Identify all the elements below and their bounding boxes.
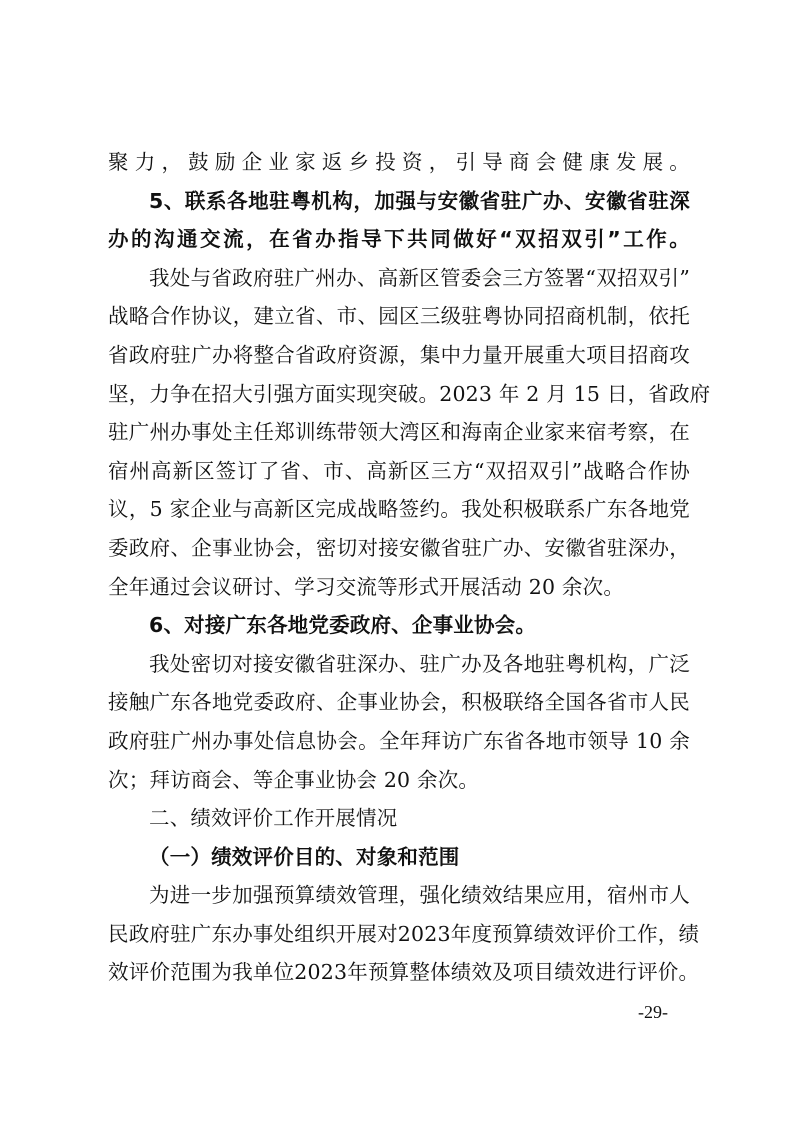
subsection-heading: （一）绩效评价目的、对象和范围 [149,844,460,869]
paragraph-line: 驻广州办事处主任郑训练带领大湾区和海南企业家来宿考察，在 [108,420,690,445]
paragraph-line: 次；拜访商会、等企事业协会 20 余次。 [108,767,480,792]
paragraph-line: 为进一步加强预算绩效管理，强化绩效结果应用，宿州市人 [149,883,690,908]
paragraph-line: 我处密切对接安徽省驻深办、驻广办及各地驻粤机构，广泛 [149,651,690,676]
paragraph-line: 坚，力争在招大引强方面实现突破。2023 年 2 月 15 日，省政府 [108,381,711,406]
paragraph-line: 宿州高新区签订了省、市、高新区三方“双招双引”战略合作协 [108,458,690,483]
section-heading-6: 6、对接广东各地党委政府、企事业协会。 [149,613,537,638]
page-number: -29- [638,1002,668,1022]
paragraph-line: 省政府驻广办将整合省政府资源，集中力量开展重大项目招商攻 [108,342,690,367]
paragraph-line: 民政府驻广东办事处组织开展对2023年度预算绩效评价工作，绩 [108,921,700,946]
paragraph-line: 战略合作协议，建立省、市、园区三级驻粤协同招商机制，依托 [108,304,690,329]
paragraph-line: 全年通过会议研讨、学习交流等形式开展活动 20 余次。 [108,574,625,599]
paragraph-line: 我处与省政府驻广州办、高新区管委会三方签署“双招双引” [149,265,690,290]
paragraph-line: 议，5 家企业与高新区完成战略签约。我处积极联系广东各地党 [108,497,690,522]
section-heading-5: 5、联系各地驻粤机构，加强与安徽省驻广办、安徽省驻深 [149,188,690,213]
chapter-heading: 二、绩效评价工作开展情况 [149,806,398,831]
paragraph-line: 委政府、企事业协会，密切对接安徽省驻广办、安徽省驻深办， [108,535,690,560]
body-text [108,143,711,992]
paragraph-line: 接触广东各地党委政府、企事业协会，积极联络全国各省市人民 [108,690,690,715]
paragraph-line: 政府驻广州办事处信息协会。全年拜访广东省各地市领导 10 余 [108,728,690,753]
section-heading-5-cont: 办的沟通交流，在省办指导下共同做好“双招双引”工作。 [108,227,690,252]
paragraph-line: 效评价范围为我单位2023年预算整体绩效及项目绩效进行评价。 [108,960,700,985]
paragraph-line: 聚力，鼓励企业家返乡投资，引导商会健康发展。 [108,150,690,174]
